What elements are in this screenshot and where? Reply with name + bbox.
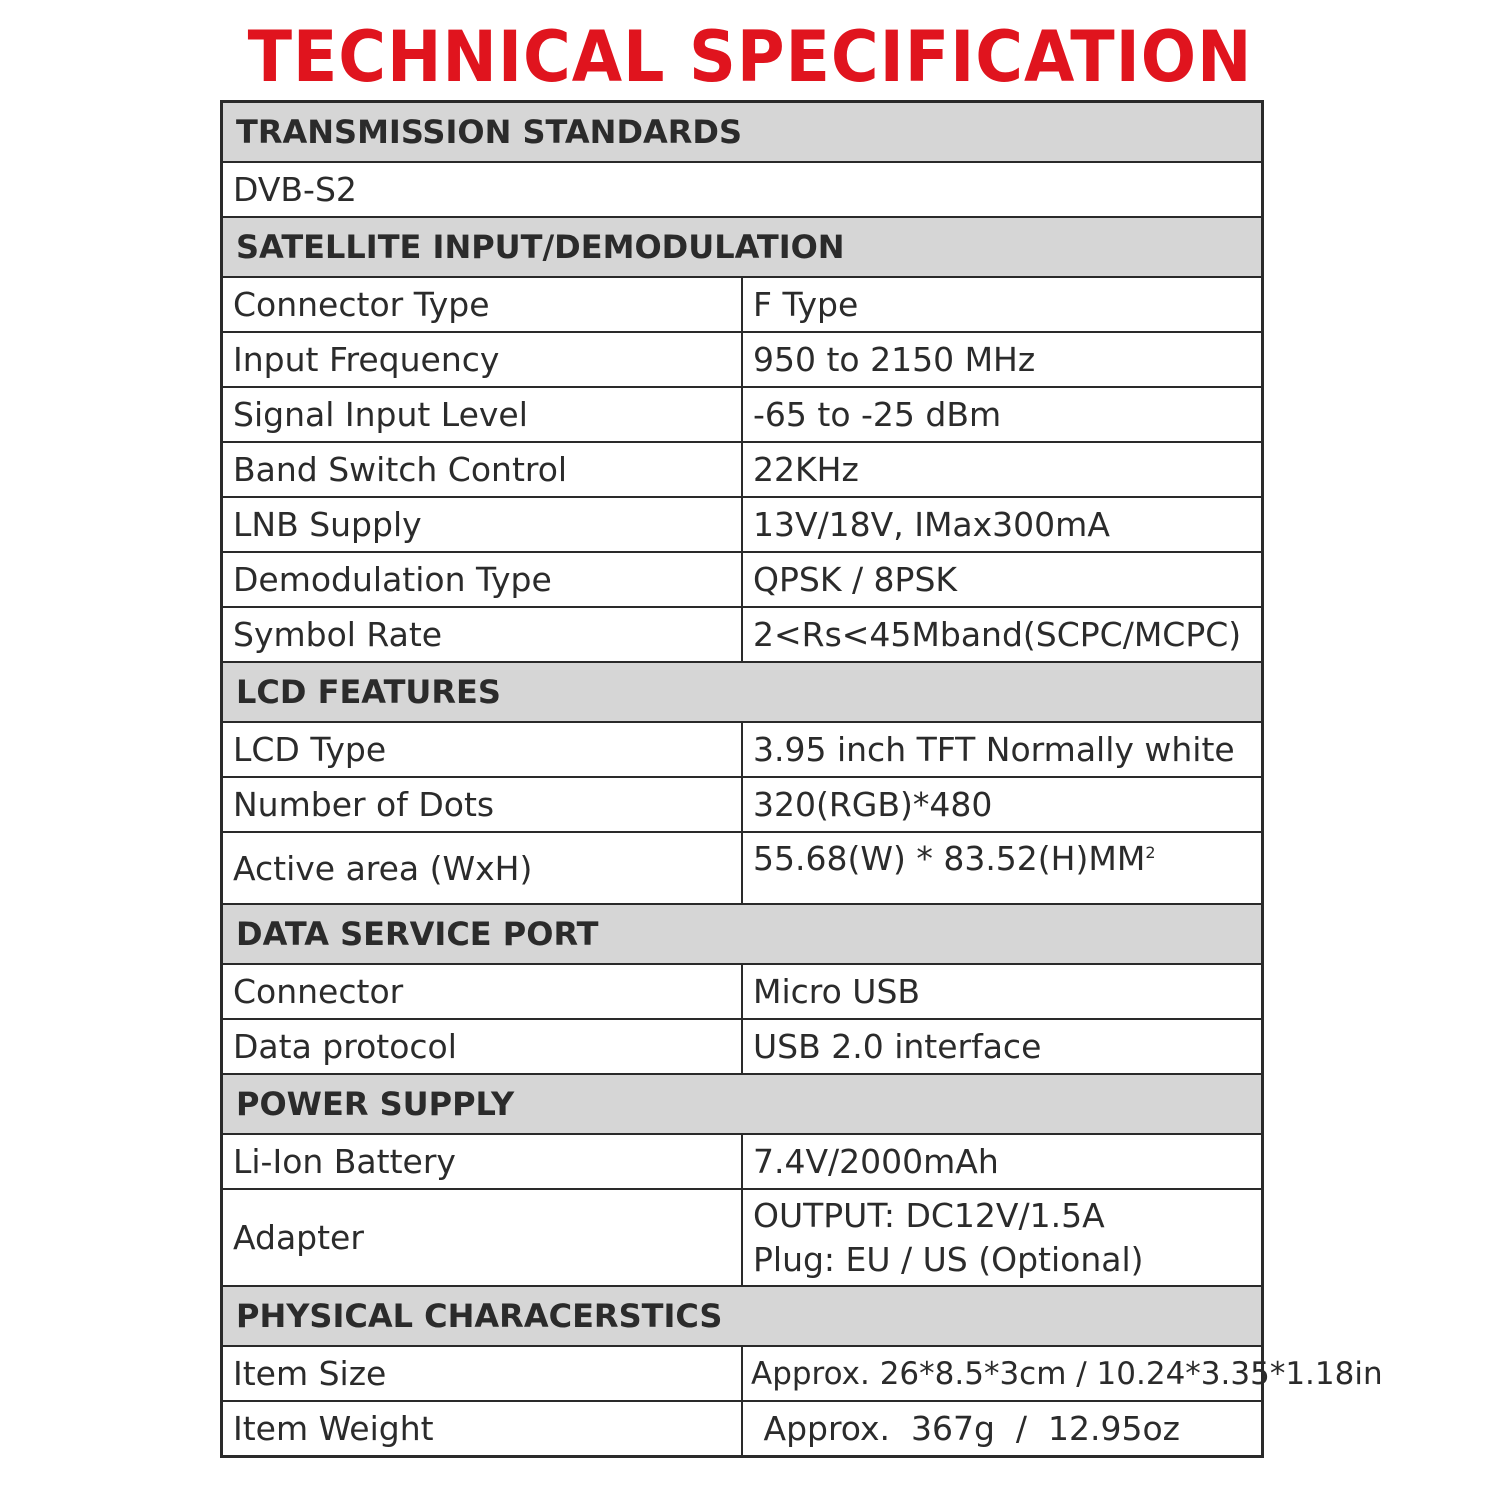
section-header-data-service-port bbox=[222, 904, 1263, 964]
spec-table bbox=[220, 100, 1383, 1458]
section-heading: LCD FEATURES bbox=[222, 662, 1263, 722]
spec-value: Approx. 26*8.5*3cm / 10.24*3.35*1.18in bbox=[742, 1346, 1263, 1401]
spec-label: Signal Input Level bbox=[222, 387, 743, 442]
spec-value: F Type bbox=[742, 277, 1263, 332]
spec-value-line: OUTPUT: DC12V/1.5A bbox=[753, 1195, 1105, 1235]
spec-value: Micro USB bbox=[742, 964, 1263, 1019]
spec-value: 3.95 inch TFT Normally white bbox=[742, 722, 1263, 777]
spec-value-cell bbox=[742, 1189, 1263, 1286]
spec-value: 2<Rs<45Mband(SCPC/MCPC) bbox=[742, 607, 1263, 662]
section-header-satellite-input bbox=[222, 217, 1263, 277]
section-header-lcd-features bbox=[222, 662, 1263, 722]
section-heading: DATA SERVICE PORT bbox=[222, 904, 1263, 964]
table-row bbox=[222, 607, 1263, 662]
table-row bbox=[222, 1134, 1263, 1189]
table-row bbox=[222, 277, 1263, 332]
table-row bbox=[222, 777, 1263, 832]
spec-value: 55.68(W) * 83.52(H)MM bbox=[753, 839, 1146, 878]
table-row bbox=[222, 162, 1263, 217]
section-heading: TRANSMISSION STANDARDS bbox=[222, 102, 1263, 163]
table-row bbox=[222, 832, 1263, 904]
table-row bbox=[222, 1401, 1263, 1457]
spec-label: Li-Ion Battery bbox=[222, 1134, 743, 1189]
table-row bbox=[222, 332, 1263, 387]
section-heading: POWER SUPPLY bbox=[222, 1074, 1263, 1134]
spec-label: Band Switch Control bbox=[222, 442, 743, 497]
superscript: 2 bbox=[1145, 843, 1156, 862]
spec-value: -65 to -25 dBm bbox=[742, 387, 1263, 442]
spec-label: Active area (WxH) bbox=[222, 832, 743, 904]
spec-value: Approx. 367g / 12.95oz bbox=[742, 1401, 1263, 1457]
spec-value: 320(RGB)*480 bbox=[742, 777, 1263, 832]
spec-label: Data protocol bbox=[222, 1019, 743, 1074]
spec-label: Item Size bbox=[222, 1346, 743, 1401]
spec-label: Connector bbox=[222, 964, 743, 1019]
table-row bbox=[222, 722, 1263, 777]
spec-label: Number of Dots bbox=[222, 777, 743, 832]
spec-value: QPSK / 8PSK bbox=[742, 552, 1263, 607]
section-header-transmission-standards bbox=[222, 102, 1263, 163]
table-row bbox=[222, 1189, 1263, 1286]
page-title: TECHNICAL SPECIFICATION bbox=[247, 16, 1253, 98]
section-header-physical-characteristics bbox=[222, 1286, 1263, 1346]
table-row bbox=[222, 1346, 1263, 1401]
spec-value-cell bbox=[742, 832, 1263, 904]
table-row bbox=[222, 497, 1263, 552]
spec-value: USB 2.0 interface bbox=[742, 1019, 1263, 1074]
spec-value: 13V/18V, IMax300mA bbox=[742, 497, 1263, 552]
spec-label: Connector Type bbox=[222, 277, 743, 332]
section-heading: SATELLITE INPUT/DEMODULATION bbox=[222, 217, 1263, 277]
spec-label: Item Weight bbox=[222, 1401, 743, 1457]
spec-value-line: Plug: EU / US (Optional) bbox=[753, 1239, 1144, 1279]
table-row bbox=[222, 442, 1263, 497]
spec-label: Input Frequency bbox=[222, 332, 743, 387]
spec-label: LNB Supply bbox=[222, 497, 743, 552]
spec-value: DVB-S2 bbox=[222, 162, 1263, 217]
spec-value: 22KHz bbox=[742, 442, 1263, 497]
spec-label: Symbol Rate bbox=[222, 607, 743, 662]
spec-value: 7.4V/2000mAh bbox=[742, 1134, 1263, 1189]
spec-label: Adapter bbox=[222, 1189, 743, 1286]
section-heading: PHYSICAL CHARACERSTICS bbox=[222, 1286, 1263, 1346]
table-row bbox=[222, 964, 1263, 1019]
section-header-power-supply bbox=[222, 1074, 1263, 1134]
spec-label: Demodulation Type bbox=[222, 552, 743, 607]
spec-value: 950 to 2150 MHz bbox=[742, 332, 1263, 387]
table-row bbox=[222, 387, 1263, 442]
spec-label: LCD Type bbox=[222, 722, 743, 777]
table-row bbox=[222, 552, 1263, 607]
table-row bbox=[222, 1019, 1263, 1074]
